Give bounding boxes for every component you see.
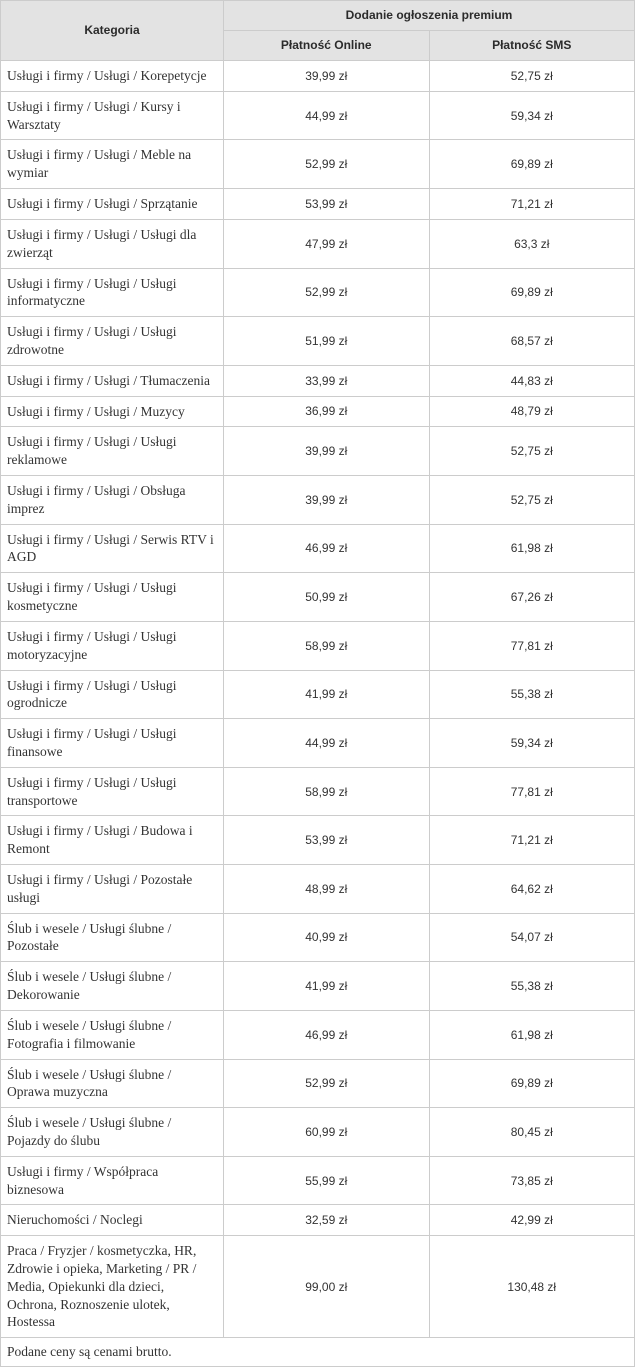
- cell-price-sms: 59,34 zł: [429, 719, 635, 768]
- cell-price-sms: 77,81 zł: [429, 621, 635, 670]
- cell-price-online: 39,99 zł: [224, 61, 430, 92]
- cell-category: Usługi i firmy / Usługi / Meble na wymiar: [1, 140, 224, 189]
- cell-price-sms: 52,75 zł: [429, 61, 635, 92]
- cell-price-sms: 67,26 zł: [429, 573, 635, 622]
- cell-price-online: 46,99 zł: [224, 524, 430, 573]
- cell-price-sms: 69,89 zł: [429, 268, 635, 317]
- table-row: [1, 317, 635, 366]
- cell-category: Usługi i firmy / Usługi / Usługi motoryzacyjne: [1, 621, 224, 670]
- cell-category: Usługi i firmy / Usługi / Sprzątanie: [1, 189, 224, 220]
- cell-category: Usługi i firmy / Usługi / Usługi informatyczne: [1, 268, 224, 317]
- cell-category: Usługi i firmy / Usługi / Serwis RTV i AGD: [1, 524, 224, 573]
- table-row: [1, 913, 635, 962]
- cell-price-sms: 42,99 zł: [429, 1205, 635, 1236]
- cell-price-sms: 61,98 zł: [429, 524, 635, 573]
- table-row: [1, 621, 635, 670]
- column-header-payment-sms: Płatność SMS: [429, 31, 635, 61]
- table-row: [1, 1236, 635, 1338]
- cell-price-online: 32,59 zł: [224, 1205, 430, 1236]
- cell-price-sms: 69,89 zł: [429, 1059, 635, 1108]
- cell-price-online: 55,99 zł: [224, 1156, 430, 1205]
- table-row: [1, 816, 635, 865]
- cell-category: Usługi i firmy / Usługi / Muzycy: [1, 396, 224, 427]
- cell-category: Usługi i firmy / Usługi / Usługi zdrowotne: [1, 317, 224, 366]
- table-row: [1, 91, 635, 140]
- cell-price-sms: 71,21 zł: [429, 816, 635, 865]
- table-row: [1, 719, 635, 768]
- table-body: [1, 61, 635, 1338]
- cell-category: Usługi i firmy / Usługi / Pozostałe usługi: [1, 865, 224, 914]
- cell-price-sms: 55,38 zł: [429, 962, 635, 1011]
- cell-category: Usługi i firmy / Usługi / Usługi finansowe: [1, 719, 224, 768]
- cell-price-online: 48,99 zł: [224, 865, 430, 914]
- table-row: [1, 1108, 635, 1157]
- table-row: [1, 524, 635, 573]
- cell-price-online: 41,99 zł: [224, 962, 430, 1011]
- cell-price-online: 44,99 zł: [224, 719, 430, 768]
- cell-category: Usługi i firmy / Usługi / Budowa i Remont: [1, 816, 224, 865]
- table-row: [1, 365, 635, 396]
- cell-price-sms: 59,34 zł: [429, 91, 635, 140]
- table-row: [1, 396, 635, 427]
- cell-category: Usługi i firmy / Usługi / Korepetycje: [1, 61, 224, 92]
- cell-category: Usługi i firmy / Usługi / Usługi dla zwierząt: [1, 219, 224, 268]
- table-row: [1, 1156, 635, 1205]
- cell-price-sms: 69,89 zł: [429, 140, 635, 189]
- table-row: [1, 767, 635, 816]
- cell-category: Nieruchomości / Noclegi: [1, 1205, 224, 1236]
- cell-price-online: 53,99 zł: [224, 816, 430, 865]
- cell-price-online: 52,99 zł: [224, 1059, 430, 1108]
- table-row: [1, 476, 635, 525]
- table-row: [1, 1059, 635, 1108]
- cell-price-online: 39,99 zł: [224, 476, 430, 525]
- cell-price-online: 41,99 zł: [224, 670, 430, 719]
- cell-category: Ślub i wesele / Usługi ślubne / Oprawa muzyczna: [1, 1059, 224, 1108]
- cell-price-online: 39,99 zł: [224, 427, 430, 476]
- cell-price-online: 58,99 zł: [224, 767, 430, 816]
- table-footnote-row: [1, 1338, 635, 1367]
- cell-price-online: 46,99 zł: [224, 1010, 430, 1059]
- table-row: [1, 865, 635, 914]
- cell-price-online: 40,99 zł: [224, 913, 430, 962]
- cell-category: Ślub i wesele / Usługi ślubne / Pojazdy do ślubu: [1, 1108, 224, 1157]
- cell-price-online: 60,99 zł: [224, 1108, 430, 1157]
- cell-price-sms: 130,48 zł: [429, 1236, 635, 1338]
- cell-category: Usługi i firmy / Usługi / Tłumaczenia: [1, 365, 224, 396]
- cell-price-sms: 55,38 zł: [429, 670, 635, 719]
- cell-category: Usługi i firmy / Usługi / Usługi kosmetyczne: [1, 573, 224, 622]
- cell-category: Ślub i wesele / Usługi ślubne / Fotografia i filmowanie: [1, 1010, 224, 1059]
- cell-price-sms: 71,21 zł: [429, 189, 635, 220]
- cell-price-online: 52,99 zł: [224, 140, 430, 189]
- column-header-category: Kategoria: [1, 1, 224, 61]
- column-header-group-premium: Dodanie ogłoszenia premium: [224, 1, 635, 31]
- cell-category: Usługi i firmy / Usługi / Obsługa imprez: [1, 476, 224, 525]
- cell-price-online: 44,99 zł: [224, 91, 430, 140]
- table-foot: [1, 1338, 635, 1367]
- cell-price-sms: 61,98 zł: [429, 1010, 635, 1059]
- table-row: [1, 670, 635, 719]
- table-row: [1, 1010, 635, 1059]
- cell-price-online: 36,99 zł: [224, 396, 430, 427]
- cell-price-sms: 52,75 zł: [429, 476, 635, 525]
- table-row: [1, 140, 635, 189]
- cell-price-online: 99,00 zł: [224, 1236, 430, 1338]
- cell-category: Usługi i firmy / Usługi / Kursy i Warsztaty: [1, 91, 224, 140]
- cell-category: Usługi i firmy / Usługi / Usługi reklamowe: [1, 427, 224, 476]
- cell-price-sms: 64,62 zł: [429, 865, 635, 914]
- cell-price-sms: 68,57 zł: [429, 317, 635, 366]
- cell-price-sms: 44,83 zł: [429, 365, 635, 396]
- table-row: [1, 268, 635, 317]
- cell-category: Usługi i firmy / Usługi / Usługi ogrodnicze: [1, 670, 224, 719]
- table-header-row-1: [1, 1, 635, 31]
- table-row: [1, 219, 635, 268]
- table-row: [1, 427, 635, 476]
- table-row: [1, 189, 635, 220]
- cell-price-sms: 63,3 zł: [429, 219, 635, 268]
- cell-price-sms: 48,79 zł: [429, 396, 635, 427]
- cell-price-online: 47,99 zł: [224, 219, 430, 268]
- table-row: [1, 1205, 635, 1236]
- cell-category: Praca / Fryzjer / kosmetyczka, HR, Zdrowie i opieka, Marketing / PR / Media, Opiekunki dla dzieci, Ochrona, Roznoszenie ulotek, Hostessa: [1, 1236, 224, 1338]
- cell-price-online: 33,99 zł: [224, 365, 430, 396]
- cell-price-online: 52,99 zł: [224, 268, 430, 317]
- table-row: [1, 573, 635, 622]
- cell-price-online: 58,99 zł: [224, 621, 430, 670]
- table-head: [1, 1, 635, 61]
- table-row: [1, 61, 635, 92]
- cell-category: Ślub i wesele / Usługi ślubne / Pozostałe: [1, 913, 224, 962]
- cell-price-online: 53,99 zł: [224, 189, 430, 220]
- cell-category: Ślub i wesele / Usługi ślubne / Dekorowanie: [1, 962, 224, 1011]
- cell-category: Usługi i firmy / Współpraca biznesowa: [1, 1156, 224, 1205]
- table-row: [1, 962, 635, 1011]
- cell-price-sms: 54,07 zł: [429, 913, 635, 962]
- cell-price-sms: 77,81 zł: [429, 767, 635, 816]
- column-header-payment-online: Płatność Online: [224, 31, 430, 61]
- cell-price-sms: 80,45 zł: [429, 1108, 635, 1157]
- cell-price-sms: 73,85 zł: [429, 1156, 635, 1205]
- cell-category: Usługi i firmy / Usługi / Usługi transportowe: [1, 767, 224, 816]
- footnote-text: Podane ceny są cenami brutto.: [1, 1338, 635, 1367]
- cell-price-online: 50,99 zł: [224, 573, 430, 622]
- cell-price-online: 51,99 zł: [224, 317, 430, 366]
- cell-price-sms: 52,75 zł: [429, 427, 635, 476]
